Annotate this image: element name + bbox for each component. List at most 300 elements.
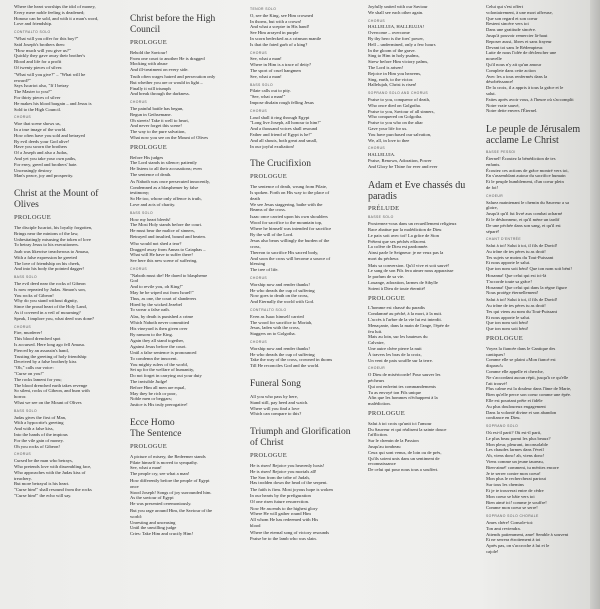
verse-line: "Curse on you!" xyxy=(14,371,44,377)
verse-line: malédiction. xyxy=(368,401,391,407)
text-column-4 xyxy=(368,4,480,605)
verse-line: Mais au loin, sur les hauteurs du xyxy=(368,334,428,340)
verse-block xyxy=(14,72,122,113)
verse-line: He listens to all their accusations; even xyxy=(130,166,202,172)
verse-line: Ton ami reviendra. xyxy=(486,525,521,531)
verse-line: The invisible Judge! xyxy=(130,379,168,385)
verse-line: Où est-il parti? Où est-il parti, xyxy=(486,430,542,435)
verse-block xyxy=(486,156,586,191)
verse-line: Prêtent que ses péchés effacent. xyxy=(368,238,427,244)
verse-line: Where he himself was intended for sacrifice xyxy=(250,225,332,231)
section-subheading: PROLOGUE xyxy=(130,39,168,46)
verse-line: Nous protège éternellement! xyxy=(486,290,539,296)
verse-line: And never forget this scene! xyxy=(130,123,182,129)
voice-part-label: CHANT D'ENTRÉE xyxy=(486,237,522,242)
voice-part-label: CHORUS xyxy=(250,340,268,345)
verse-line: But you rage around Him, the Saviour of the xyxy=(130,507,213,513)
verse-line: What we see on the Mount of Olives xyxy=(14,400,82,406)
verse-line: But more betrayal is his heart. xyxy=(14,481,70,487)
voice-part-label: TENOR SOLO xyxy=(250,7,277,11)
verse-block xyxy=(486,346,586,421)
voice-part-label: CHORUS xyxy=(250,108,268,113)
verse-line: Dans une gratitude sincère. xyxy=(486,27,537,33)
verse-line: Even as Isaac himself carried xyxy=(250,313,304,319)
verse-block xyxy=(130,50,242,73)
verse-line: Where will you find a love xyxy=(250,405,300,411)
section-subheading: PROLOGUE xyxy=(250,173,288,181)
verse-line: Where the eternal song of victory resounds xyxy=(250,529,330,535)
verse-line: See, what a man! xyxy=(250,56,282,62)
verse-line: "Curse him!" shall resound from the rocks xyxy=(14,487,92,493)
verse-line: "What will you give?" – "What will he xyxy=(14,71,86,77)
verse-line: Oh you rocks of Gibeon! xyxy=(14,443,60,449)
verse-line: En s'assemblant autour du sacrifice humain xyxy=(486,173,566,179)
verse-line: Un vent de paix souffle sur la terre. xyxy=(368,357,433,363)
verse-line: Le sang de son Fils fera aimer nous apparaisse xyxy=(368,268,454,274)
verse-line: With a false expression he greeted xyxy=(14,254,77,260)
verse-line: Hallelujah, Christ is risen! xyxy=(368,82,417,88)
verse-line: Wood for sacrifice to the mountain top, xyxy=(250,219,323,225)
verse-line: gloire, xyxy=(486,205,498,211)
verse-line: Après pas, on s'accroche à lui et le xyxy=(486,543,550,549)
verse-line: Every mere noble feeling is deadened; xyxy=(14,9,85,15)
verse-line: death xyxy=(250,195,260,201)
verse-line: Quickly they gave away their brother's xyxy=(14,53,86,59)
verse-line: Écoutez ces actions de grâce montré vers toi, xyxy=(486,167,569,173)
verse-line: l'affliction. xyxy=(368,432,389,438)
verse-line: Salut à toi croix qu'unit ici l'amour xyxy=(368,420,432,426)
verse-line: Staggers on to Golgotha. xyxy=(250,331,296,337)
verse-line: Ainsi parle le Seigneur: je ne veux pas la xyxy=(368,250,444,256)
verse-line: In the gloom of the grave. xyxy=(368,47,416,53)
verse-line: In our hearts by the prefiguration xyxy=(250,493,311,498)
verse-line: Where in Him is a trace of deity? xyxy=(250,62,312,68)
verse-line: Finally it will triumph xyxy=(130,85,171,91)
voice-part-label: BASS SOLO xyxy=(14,408,38,413)
verse-line: Une autre chère pierre la nuit xyxy=(368,346,422,352)
verse-line: Isaac once carried upon his own shoulders xyxy=(250,214,328,220)
verse-block xyxy=(250,487,362,504)
verse-line: Why do you stand without dignity, xyxy=(14,298,78,304)
verse-line: What will He have to suffer there! xyxy=(130,252,193,258)
verse-line: And into his body the pointed dagger! xyxy=(14,266,84,272)
verse-line: cantiques! xyxy=(486,351,505,357)
verse-line: Man's peace, joy and prosperity. xyxy=(14,173,74,179)
verse-line: Love and friendship. xyxy=(14,21,53,27)
verse-line: Cursed be the man who betrays, xyxy=(14,458,73,464)
verse-line: And what a sceptre in His hand! xyxy=(250,24,310,30)
verse-line: How my heart bleeds! xyxy=(130,216,171,222)
verse-line: The rocks lament for you; xyxy=(14,376,62,382)
verse-line: His vineyard is then given over xyxy=(130,325,188,331)
verse-line: The disciple Iscariot, his loyalty forgotten, xyxy=(14,224,93,230)
verse-line: nouvelle xyxy=(486,56,502,62)
verse-line: Said Joseph's brothers then: xyxy=(14,41,65,47)
verse-line: The Master to you?" xyxy=(14,89,52,95)
verse-line: For thirty pieces of silver xyxy=(14,94,61,100)
verse-line: Praise to you who on the altar xyxy=(368,120,423,126)
verse-line: Tu as envoyé ton Fils unique xyxy=(368,389,422,395)
verse-line: Who pretends love with dissembling face, xyxy=(14,463,92,469)
verse-line: Lutte de nous l'idée de déclencher une xyxy=(486,50,557,56)
verse-line: And break through the darkness. xyxy=(130,91,190,97)
verse-line: Sur le chemin de la Passion xyxy=(368,438,419,444)
voice-part-label: BASS SOLO xyxy=(130,210,154,215)
verse-line: Sing to Him in holy psalms, xyxy=(368,53,420,59)
verse-line: Who would not shed a tear? xyxy=(130,240,182,246)
verse-line: Hosanna! Que celui qui est ici-là xyxy=(486,273,547,279)
verse-line: The sentence of death, wrung from Pilate, xyxy=(250,184,328,190)
verse-line: HALLELUIA, HALLELUJA! xyxy=(368,24,425,30)
verse-line: Avec les a tous renfermés dans la xyxy=(486,73,548,79)
verse-line: Joyfully united with our Saviour xyxy=(368,4,428,9)
verse-line: Voyez la fiancée dans le Cantique des xyxy=(486,345,556,351)
verse-line: Justice is His truly prerogative! xyxy=(130,402,188,408)
verse-line: Que ton nom soit béni! xyxy=(486,320,529,326)
verse-line: Hired by the wicked Jezebel xyxy=(130,301,183,307)
verse-block xyxy=(14,281,122,322)
verse-line: And to revile you, oh King!" xyxy=(130,284,183,290)
verse-line: Mon plus le rechercherai partout xyxy=(486,476,546,482)
verse-line: Is that the fated garb of a king? xyxy=(250,41,308,47)
verse-block xyxy=(14,330,122,405)
verse-block xyxy=(130,74,242,97)
verse-line: Worship now and render thanks! xyxy=(250,281,310,287)
verse-line: Pierced by an assassin's hand, xyxy=(14,347,69,353)
verse-line: Pilate calls out to pity. xyxy=(250,88,291,94)
verse-line: Brings near the minions of the law, xyxy=(14,230,79,236)
text-column-3 xyxy=(250,4,362,605)
verse-line: horror. xyxy=(14,394,27,400)
verse-line: Overcome – overcome xyxy=(368,30,410,36)
section-subheading: PROLOGUE xyxy=(130,443,168,451)
verse-line: Where He will gather round Him xyxy=(250,511,311,517)
verse-line: Hell – undermined, only a few hours xyxy=(368,41,436,47)
verse-line: So silent, rocks of Gibeon, and burn with xyxy=(14,388,90,394)
verse-line: Jusqu'à pouvoir remercier là-haut xyxy=(486,32,548,38)
verse-line: We see Jesus staggering, bathe with the xyxy=(250,201,323,207)
voice-part-label: CHOEUR xyxy=(486,193,504,198)
verse-line: For envy, greed and brothers' hate. xyxy=(14,161,78,167)
verse-line: Praise to you, conqueror of death, xyxy=(368,96,431,102)
verse-block xyxy=(130,179,242,208)
verse-line: Take the way of the cross, crowned in thorns xyxy=(250,357,333,363)
verse-line: He is risen! Rejoice you heavenly hosts! xyxy=(250,463,325,469)
verse-line: Salut à toi! Salut à toi, il fils de David! xyxy=(486,297,558,303)
verse-block xyxy=(14,225,122,248)
verse-line: To betray Jesus to his executioners. xyxy=(14,242,79,248)
verse-line: Unhesitatingly misusing the token of love xyxy=(14,236,91,242)
section-title: Le peuple de Jérusalem acclame Le Christ xyxy=(486,124,581,147)
verse-line: How differently before the people of Egypt xyxy=(130,478,210,483)
verse-line: cross, xyxy=(250,244,261,250)
verse-line: enfants. xyxy=(486,161,501,167)
verse-line: Set up for the welfare of humanity, xyxy=(130,367,195,373)
verse-line: Qu'il nous n'y ait qu'un amour xyxy=(486,61,542,67)
verse-line: With a hypocrite's greeting xyxy=(14,420,64,426)
verse-line: Mocking with abuse xyxy=(130,61,168,67)
verse-line: Speak, I implore you, what deed was done? xyxy=(14,315,94,321)
verse-line: Au trône de tes pères tu as droit! xyxy=(486,248,546,254)
verse-line: The Lord is arisen! xyxy=(368,64,404,70)
verse-line: Deceived by a false brotherly kiss xyxy=(14,359,77,365)
verse-line: Till He reconciles God and the world. xyxy=(250,363,320,369)
verse-line: Et le peuple humblement, d'un coeur plein xyxy=(486,179,564,185)
verse-line: As Naboth was once persecuted innocently, xyxy=(130,178,211,184)
verse-line: Viens comme un jeune taureau, xyxy=(486,458,544,464)
verse-line: Que son regard et son coeur xyxy=(486,15,538,21)
verse-block xyxy=(14,36,122,71)
verse-block xyxy=(368,152,480,169)
verse-line: Woe that scene shows us, xyxy=(14,121,61,127)
voice-part-label: SOPRANO SOLO CHORALE xyxy=(486,514,539,519)
verse-block xyxy=(368,305,480,363)
voice-part-label: CONTRALTO SOLO xyxy=(250,308,287,313)
verse-line: Bien qu'elle perce son coeur comme une épée. xyxy=(486,392,572,398)
verse-line: Qu'ils soient unis dans un sentiment de xyxy=(368,455,440,461)
verse-line: Complete dans cette action xyxy=(486,67,536,73)
voice-part-label: BASS SOLO xyxy=(14,275,38,280)
verse-line: See, what a man! xyxy=(130,465,162,471)
verse-line: Noble men or beggars; xyxy=(130,396,172,402)
verse-line: Truth often wages hatred and persecution only xyxy=(130,73,216,79)
verse-line: And Eternally the world with God. xyxy=(250,299,315,305)
verse-line: Elle est pourtant prête et fidèle xyxy=(486,398,543,404)
verse-line: Hosanna! Que celui qui dans la règne figure xyxy=(486,284,567,290)
voice-part-label: CHORUS xyxy=(130,100,148,105)
verse-line: once xyxy=(130,483,139,489)
verse-line: Restent sincère vers toi xyxy=(486,21,529,27)
verse-line: volontairement, à une mort affreuse, xyxy=(486,9,553,15)
section-title: Christ before the High Council xyxy=(130,14,216,35)
verse-line: reward?" xyxy=(14,77,31,83)
verse-line: Worship now and render thanks! xyxy=(250,345,310,351)
verse-line: Sur tous les chemins xyxy=(486,482,524,488)
verse-line: Joab was likewise treacherous to Amasa, xyxy=(14,249,90,255)
verse-block xyxy=(130,241,242,264)
verse-line: May he be wiped out from Israel!" xyxy=(130,290,194,296)
voice-part-label: CHORUS xyxy=(14,115,32,120)
verse-line: Is now repeated by Judas. Simon's son, xyxy=(14,286,86,292)
section-subheading: PROLOGUE xyxy=(14,214,52,222)
verse-block xyxy=(130,338,242,408)
verse-line: Against Jesus before the court. xyxy=(130,344,187,350)
verse-line: The Lord stands in silence; patiently xyxy=(130,160,197,166)
text-column-5 xyxy=(486,4,586,605)
section-subheading: PROLOGUE xyxy=(130,143,168,151)
section-title: Triumph and Glorification of Christ xyxy=(250,427,351,449)
section-title: Christ at the Mount of Olives xyxy=(14,189,99,211)
verse-line: By evil deeds your God alive! xyxy=(14,138,70,144)
verse-line: As the saviour of Egypt xyxy=(130,495,174,501)
verse-line: De la croix, il a appris à tous la grâce et le xyxy=(486,85,564,91)
verse-line: Unceasingly destroy xyxy=(14,167,52,173)
verse-line: Thus, as one, the court of slanderers xyxy=(130,295,197,301)
verse-block xyxy=(368,97,480,143)
verse-line: Mon coeur se bâte vers toi xyxy=(486,493,535,499)
section-title: Funeral Song xyxy=(250,379,301,390)
verse-line: séparé! xyxy=(486,228,500,234)
verse-line: Beams of the cross. xyxy=(250,207,286,213)
verse-line: Au trône de tes pères tu as droit! xyxy=(486,303,546,309)
verse-line: And soon the cross will become a source of xyxy=(250,255,331,261)
verse-line: Rejoice in Him you heavens, xyxy=(368,70,422,76)
verse-block xyxy=(130,508,242,537)
verse-line: Fire, murderer! xyxy=(14,330,43,336)
verse-line: To condemn the innocent. xyxy=(130,355,178,361)
verse-line: He makes his blood bargain – and Jesus is xyxy=(14,100,92,106)
verse-line: In thorns, but with a crown! xyxy=(250,18,302,24)
voice-part-label: CHORUS xyxy=(250,276,268,281)
verse-block xyxy=(368,372,480,407)
verse-line: Begun in Gethsemane. xyxy=(130,111,172,117)
verse-line: See here this new scene of suffering. xyxy=(130,258,198,264)
verse-line: Have you sworn the brothers xyxy=(14,144,68,150)
verse-line: Et ne serrera étroitement à toi xyxy=(486,537,541,543)
verse-line: world: xyxy=(130,513,142,519)
verse-line: mort du pécheur. xyxy=(368,255,399,261)
verse-line: He must bear the malice of sinners, xyxy=(130,228,195,234)
verse-line: Who conquered on Golgotha. xyxy=(368,114,423,120)
verse-line: Condemned as a blasphemer by false xyxy=(130,184,199,190)
verse-block xyxy=(250,506,362,529)
verse-line: Praise to you, Saviour of all sinners, xyxy=(368,108,435,114)
voice-part-label: SOPRANO SOLO xyxy=(486,424,519,429)
verse-block xyxy=(250,13,362,48)
verse-line: To swear a false oath. xyxy=(130,307,170,313)
text-column-2 xyxy=(130,4,242,605)
verse-line: Attends patiemment, ame! Semble à souvent xyxy=(486,531,569,537)
verse-block xyxy=(486,4,586,114)
verse-line: The Most Holy stands before the court. xyxy=(130,222,203,228)
verse-line: The faith is firm. Most joyous hope is woken xyxy=(250,487,333,493)
verse-line: You have purchased our salvation, xyxy=(368,131,432,137)
verse-line: "How much will you give us?" xyxy=(14,47,71,53)
verse-line: Comme elle appelle et cherche, xyxy=(486,369,544,375)
verse-line: He who dreads the cup of suffering xyxy=(250,351,315,357)
verse-line: As if covered in a veil of mourning? xyxy=(14,310,81,316)
verse-line: Now goes to death on the cross, xyxy=(250,293,309,299)
verse-line: Qui ont enfreint tes commandements xyxy=(368,383,436,389)
verse-line: cajole! xyxy=(486,548,499,554)
verse-block xyxy=(14,249,122,272)
verse-block xyxy=(250,346,362,369)
verse-line: Blood and life for a profit xyxy=(14,59,62,65)
verse-line: Notre vraie sauvé, xyxy=(486,102,520,108)
verse-block xyxy=(250,56,362,79)
verse-line: Faites après avoir vous, à l'heure où s'accomplit xyxy=(486,96,574,102)
verse-line: Ames chère! Console-toi: xyxy=(486,519,534,525)
voice-part-label: BASSE SOLO xyxy=(368,215,394,220)
verse-line: confiance en Dieu. xyxy=(486,415,521,421)
verse-block xyxy=(368,24,480,88)
verse-line: The way to the pure salvation, xyxy=(130,129,186,135)
verse-line: All whom He has redeemed with His xyxy=(250,517,319,523)
verse-line: Unresting and unceasing xyxy=(130,519,176,525)
verse-line: We, all, in love to thee xyxy=(368,137,410,143)
verse-line: La colère de Dieu est pardonnée. xyxy=(368,244,429,250)
verse-line: The people cry, see what a man! xyxy=(130,471,190,477)
voice-part-label: BASS SOLO xyxy=(250,82,274,87)
verse-line: Bien aimé ici! comme je souffre! xyxy=(486,499,547,505)
verse-line: Ne s'accordant aucun répit, jusqu'à ce qu'elle xyxy=(486,374,569,380)
verse-line: By the will of the Lord. xyxy=(250,231,294,237)
verse-line: For the vile gain of money. xyxy=(14,437,64,443)
verse-line: The sport of cruel hangmen xyxy=(250,67,301,73)
verse-line: pécheurs xyxy=(368,378,385,384)
voice-part-label: CHORUS xyxy=(368,18,386,23)
voice-part-label: CHORUS xyxy=(14,452,32,457)
verse-line: HALLELUIA. xyxy=(368,152,396,158)
verse-block xyxy=(250,115,362,150)
verse-line: Where the heart worships the idol of money, xyxy=(14,4,96,9)
verse-line: And yet you take your own paths, xyxy=(14,155,77,161)
verse-line: De celui qui pour nous tous a souffert. xyxy=(368,467,439,473)
section-title: The Crucifixion xyxy=(250,159,311,170)
voice-part-label: SOPRANO SOLO AND CHORUS xyxy=(368,91,429,96)
verse-line: Au plus douloureux engagement xyxy=(486,403,546,409)
verse-line: Who approaches with the Judas kiss of xyxy=(14,469,86,475)
verse-line: De une péchée dans son sang, et qu'il est xyxy=(486,222,561,228)
voice-part-label: CONTRALTO SOLO xyxy=(14,30,51,35)
verse-line: Le plus beau parmi les plus beaux? xyxy=(486,435,551,441)
verse-line: Afin que les hommes n'échappent à la xyxy=(368,395,438,401)
voice-part-label: CHOEUR xyxy=(368,366,386,371)
verse-line: Mais sa conversion. Qu'il vive et soit sauvé! xyxy=(368,262,450,268)
verse-line: The Son from the tribe of Judah, xyxy=(250,474,310,480)
verse-block xyxy=(250,282,362,305)
verse-line: Saluez maintenant le chemin du Sauveur a sa xyxy=(486,199,570,205)
verse-line: The love of friendship on his cheek, xyxy=(14,260,81,266)
verse-line: Is spoken. Forth on His way to the place of xyxy=(250,189,330,195)
verse-line: "Long live Joseph, all honour to him!" xyxy=(250,120,321,126)
verse-line: The sentence of death. xyxy=(130,171,172,177)
verse-line: Sold to the High Council. xyxy=(14,106,62,112)
verse-block xyxy=(250,88,362,105)
verse-line: Impose disdain rough felling Jesus xyxy=(250,99,314,105)
verse-line: Loud shall it ring through Egypt xyxy=(250,114,310,120)
verse-line: Before Him all men are equal, xyxy=(130,384,186,390)
voice-part-label: CHORUS xyxy=(250,50,268,55)
verse-line: "Naboth must die! He dared to blaspheme xyxy=(130,272,208,278)
verse-line: À travers les bras de la croix, xyxy=(368,351,422,357)
verse-line: Et je te trouverai entre de cèdre xyxy=(486,487,544,493)
verse-line: He is risen! Rejoice you mortals all! xyxy=(250,468,317,474)
verse-line: Until a false sentence is pronounced xyxy=(130,350,197,356)
verse-line: Ah, viens donc! ah, viens donc! xyxy=(486,453,545,459)
verse-block xyxy=(130,478,242,507)
verse-line: Celui qui s'est offert xyxy=(486,4,524,9)
section-subheading: PROLOGUE xyxy=(486,335,524,343)
section-subheading: PROLOGUE xyxy=(368,410,406,418)
verse-line: Bien-aimé! comment, tu mérites encore xyxy=(486,464,559,470)
verse-line: testimony; xyxy=(130,190,150,196)
verse-block xyxy=(486,520,586,555)
verse-line: L'homme est chassé du paradis xyxy=(368,305,425,311)
verse-block xyxy=(250,214,362,237)
verse-line: Do not forget in carrying out your duty xyxy=(130,373,202,379)
section-subheading: PROLOGUE xyxy=(368,294,406,302)
verse-line: How often have you sold and betrayed xyxy=(14,132,85,138)
verse-line: Alas, by death is punished a crime xyxy=(130,314,194,320)
verse-line: Et nous apporte le salut. xyxy=(486,260,531,266)
verse-line: Que ton nom soit béni! xyxy=(486,326,529,332)
verse-line: Of a Joseph and also a Judas, xyxy=(14,150,68,156)
verse-line: Calvaire, xyxy=(368,340,385,346)
verse-block xyxy=(368,4,480,16)
verse-line: The painful battle has begun, xyxy=(130,105,184,111)
verse-block xyxy=(130,155,242,178)
